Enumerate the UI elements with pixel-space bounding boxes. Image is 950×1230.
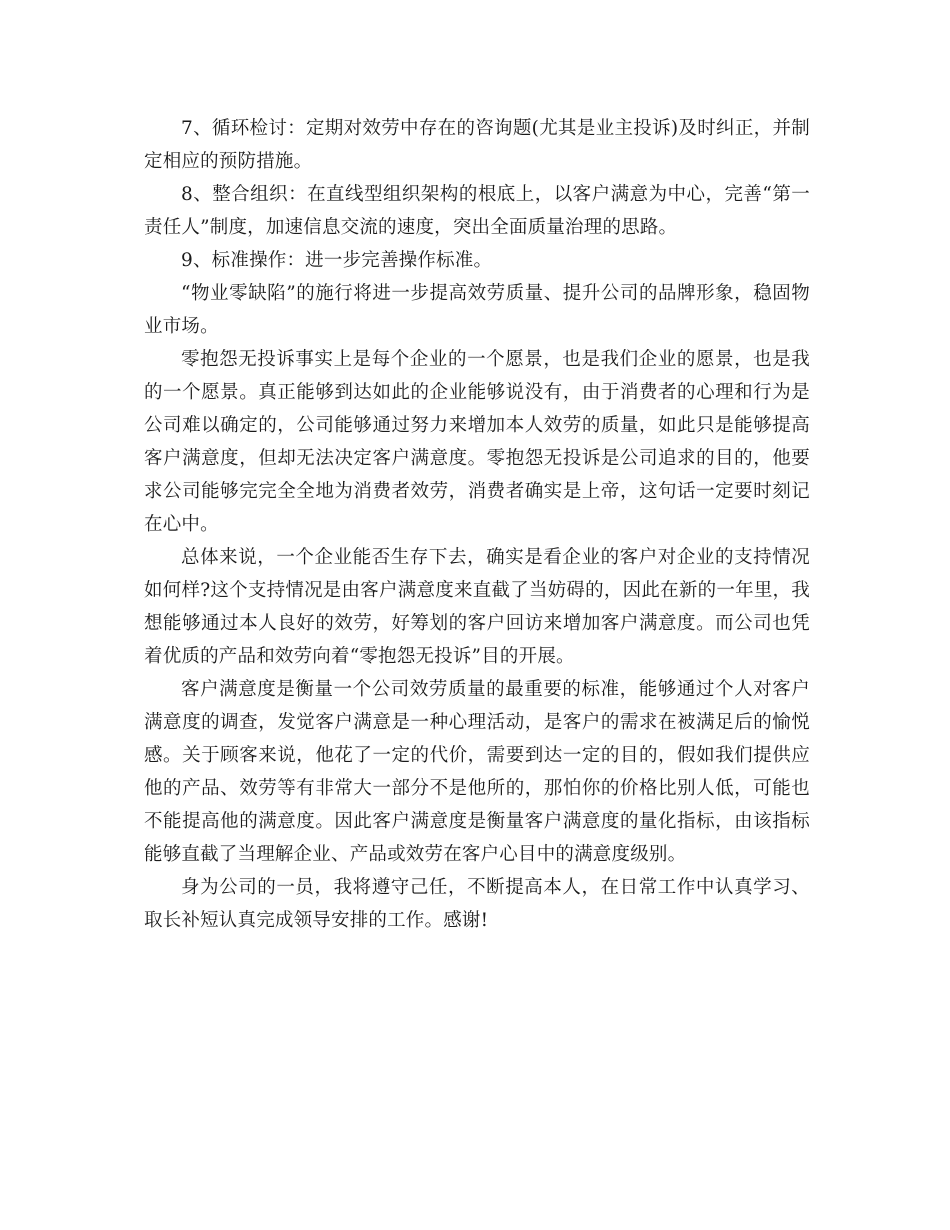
paragraph-summary: 总体来说，一个企业能否生存下去，确实是看企业的客户对企业的支持情况如何样?这个支持情况是由客户满意度来直截了当妨碍的，因此在新的一年里，我想能够通过本人良好的效劳，好筹划的客户回访来增加客户满意度。而公司也凭着优质的产品和效劳向着“零抱怨无投诉”目的开展。 bbox=[144, 547, 810, 667]
paragraph-item-9-standard: 9、标准操作：进一步完善操作标准。 bbox=[181, 250, 493, 271]
paragraph-satisfaction: 客户满意度是衡量一个公司效劳质量的最重要的标准，能够通过个人对客户满意度的调查，发觉客户满意是一种心理活动，是客户的需求在被满足后的愉悦感。关于顾客来说，他花了一定的代价，需要到达一定的目的，假如我们提供应他的产品、效劳等有非常大一部分不是他所的，那怕你的价格比别人低，可能也不能提高他的满意度。因此客户满意度是衡量客户满意度的量化指标，由该指标能够直截了当理解企业、产品或效劳在客户心目中的满意度级别。 bbox=[144, 679, 810, 865]
document-body bbox=[144, 112, 810, 937]
paragraph-zero-defect: “物业零缺陷”的施行将进一步提高效劳质量、提升公司的品牌形象，稳固物业市场。 bbox=[144, 283, 810, 337]
paragraph-item-8-organize: 8、整合组织：在直线型组织架构的根底上，以客户满意为中心，完善“第一责任人”制度，加速信息交流的速度，突出全面质量治理的思路。 bbox=[144, 184, 810, 238]
paragraph-closing: 身为公司的一员，我将遵守己任，不断提高本人，在日常工作中认真学习、取长补短认真完成领导安排的工作。感谢! bbox=[144, 877, 810, 931]
paragraph-zero-complaint: 零抱怨无投诉事实上是每个企业的一个愿景，也是我们企业的愿景，也是我的一个愿景。真正能够到达如此的企业能够说没有，由于消费者的心理和行为是公司难以确定的，公司能够通过努力来增加本人效劳的质量，如此只是能够提高客户满意度，但却无法决定客户满意度。零抱怨无投诉是公司追求的目的，他要求公司能够完完全全地为消费者效劳，消费者确实是上帝，这句话一定要时刻记在心中。 bbox=[144, 349, 810, 535]
paragraph-item-7-review: 7、循环检讨：定期对效劳中存在的咨询题(尤其是业主投诉)及时纠正，并制定相应的预防措施。 bbox=[144, 118, 810, 172]
